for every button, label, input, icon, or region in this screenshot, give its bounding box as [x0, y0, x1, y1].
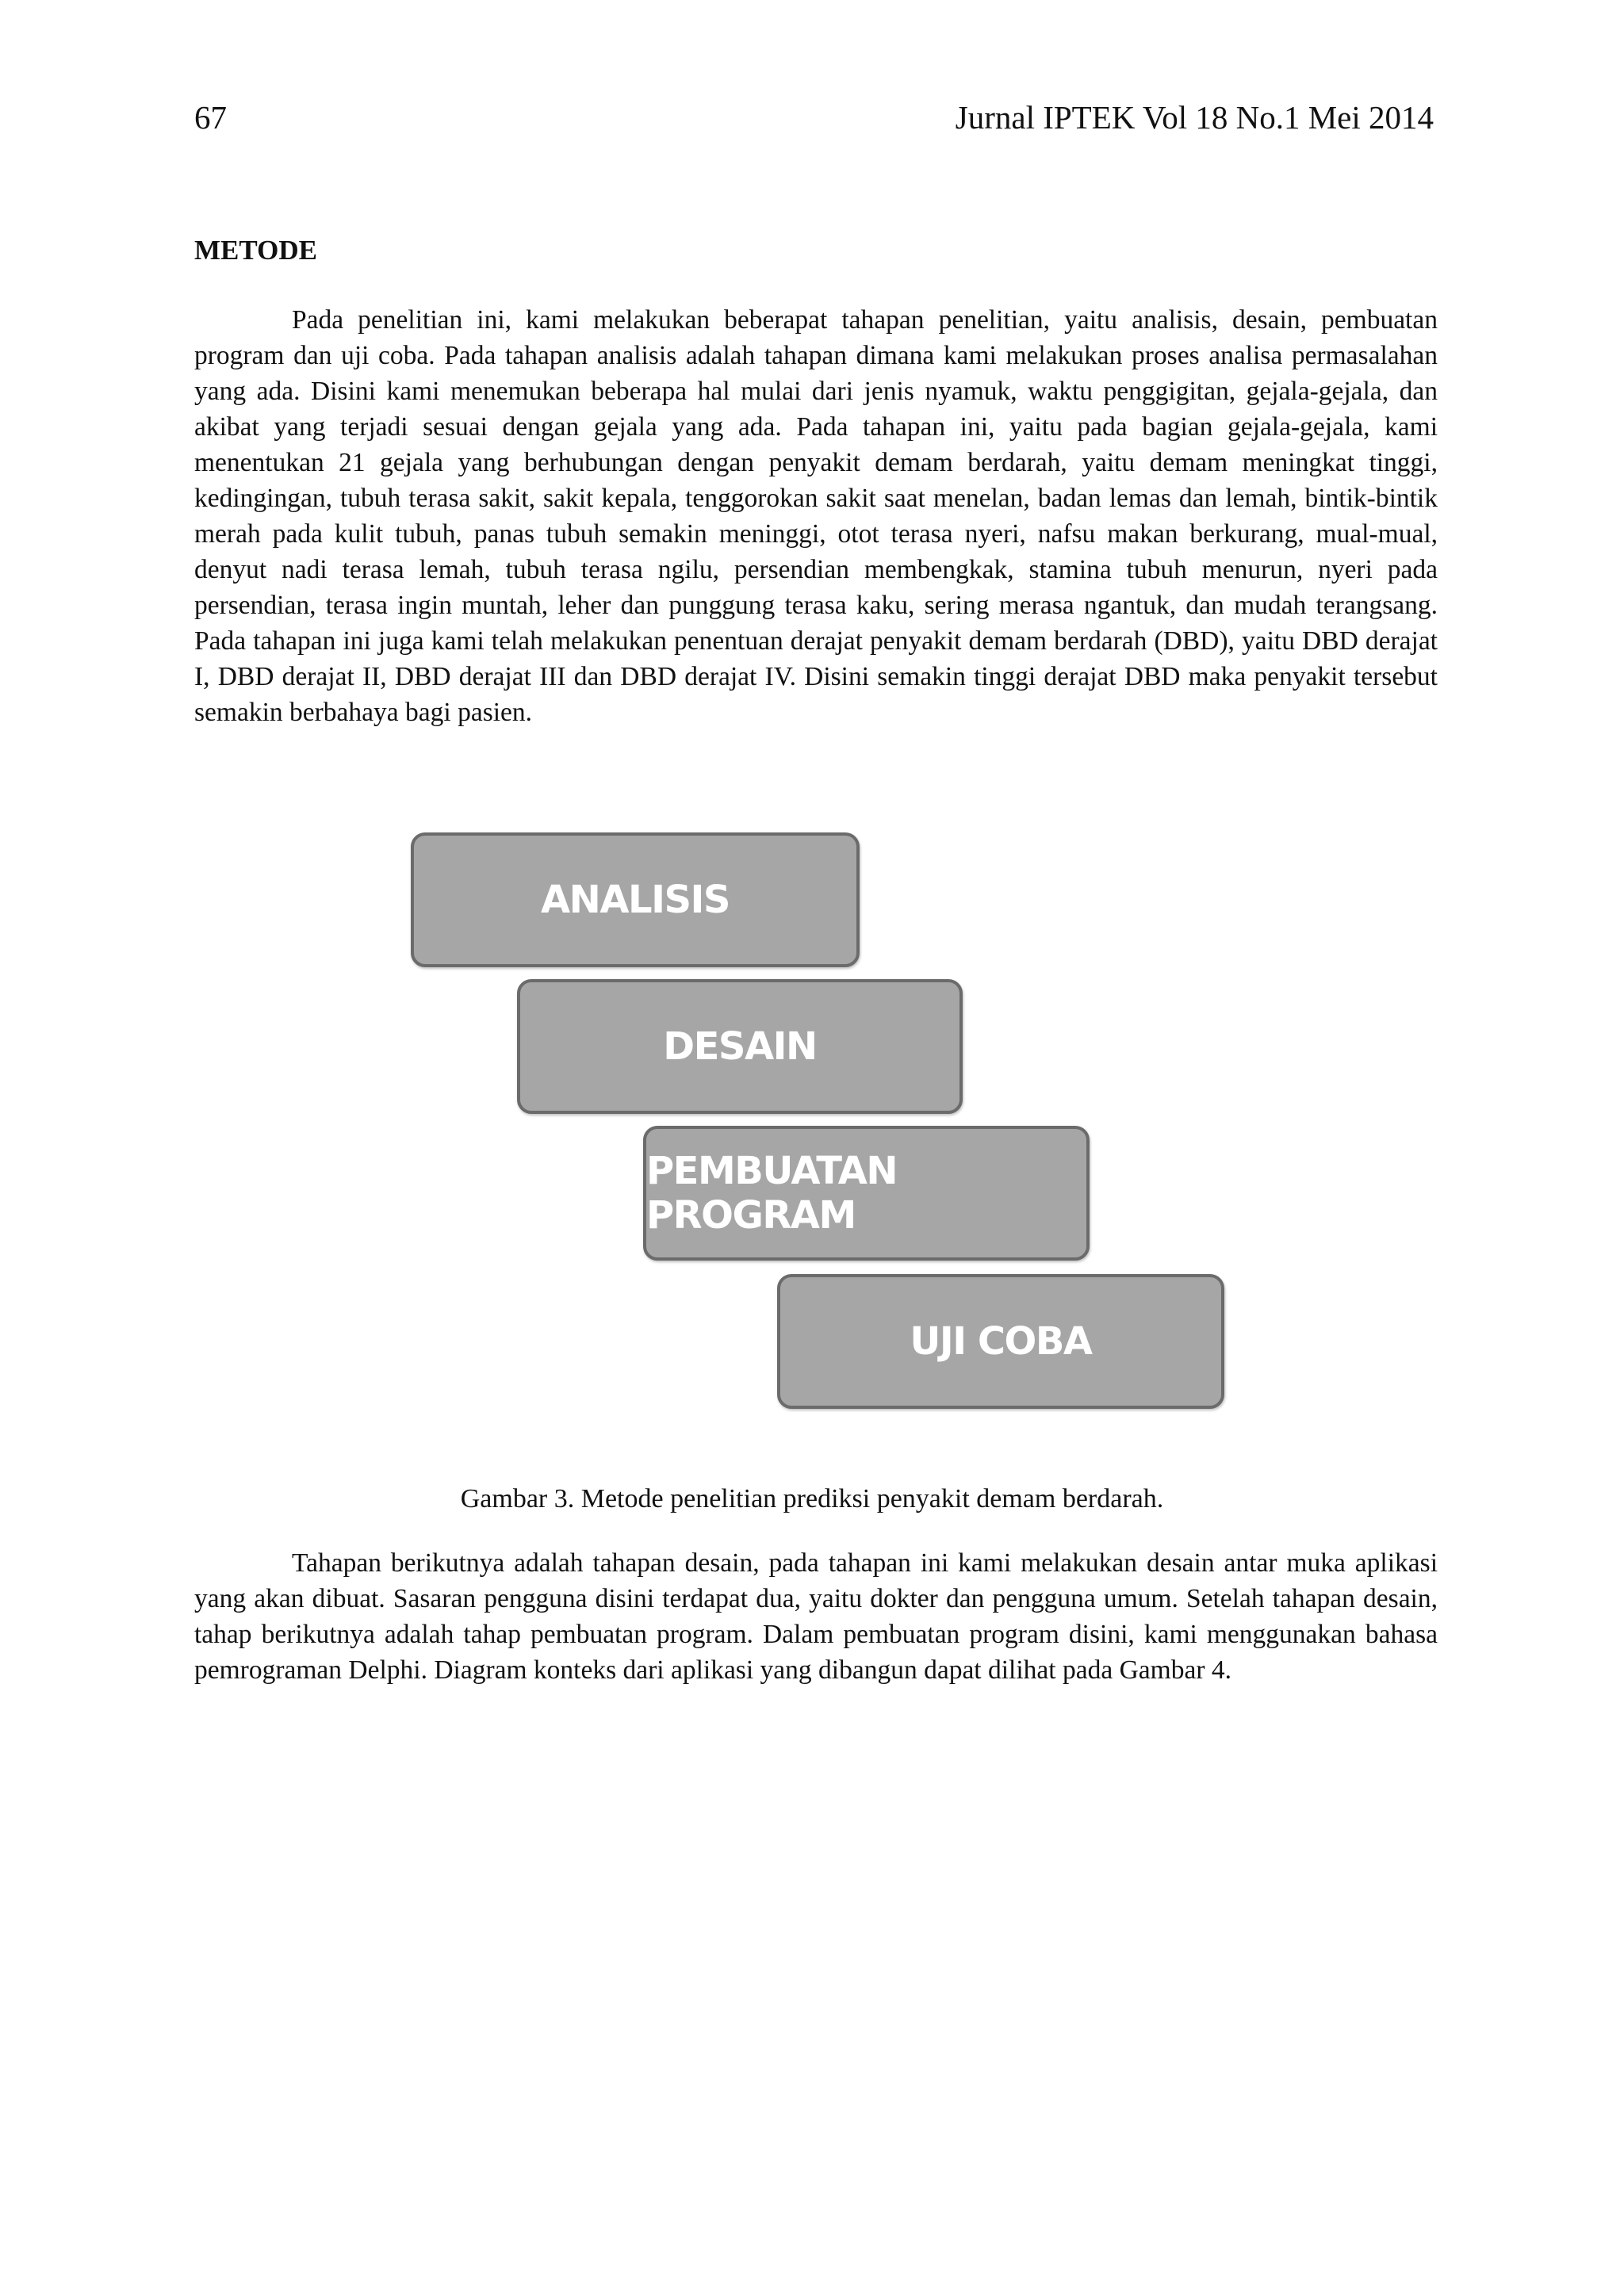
step-label: UJI COBA [910, 1319, 1092, 1364]
figure-caption: Gambar 3. Metode penelitian prediksi penyakit demam berdarah. [460, 1484, 1164, 1513]
step-label: DESAIN [663, 1024, 817, 1069]
step-label: ANALISIS [541, 878, 730, 922]
step-label: PEMBUATAN PROGRAM [646, 1149, 898, 1238]
step-box-pembuatan-program [643, 1126, 1090, 1261]
step-box-uji-coba [777, 1274, 1224, 1409]
step-box-desain [517, 979, 963, 1114]
body-paragraph-1: Pada penelitian ini, kami melakukan beberapat tahapan penelitian, yaitu analisis, desain, pembuatan program dan uji coba. Pada tahapan analisis adalah tahapan dimana kami melakukan proses analisa permasalahan yang ada. Disini kami menemukan beberapa hal mulai dari jenis nyamuk, waktu penggigitan, gejala-gejala, dan akibat yang terjadi sesuai dengan gejala yang ada. Pada tahapan ini, yaitu pada bagian gejala-gejala, kami menentukan 21 gejala yang berhubungan dengan penyakit demam berdarah, yaitu demam meningkat tinggi, kedingingan, tubuh terasa sakit, sakit kepala, tenggorokan sakit saat menelan, badan lemas dan lemah, bintik-bintik merah pada kulit tubuh, panas tubuh semakin meninggi, otot terasa nyeri, nafsu makan berkurang, mual-mual, denyut nadi terasa lemah, tubuh terasa ngilu, persendian membengkak, stamina tubuh menurun, nyeri pada persendian, terasa ingin muntah, leher dan punggung terasa kaku, sering merasa ngantuk, dan mudah terangsang. Pada tahapan ini juga kami telah melakukan penentuan derajat penyakit demam berdarah (DBD), yaitu DBD derajat I, DBD derajat II, DBD derajat III dan DBD derajat IV. Disini semakin tinggi derajat DBD maka penyakit tersebut semakin berbahaya bagi pasien. [194, 305, 1438, 727]
body-paragraph-2: Tahapan berikutnya adalah tahapan desain, pada tahapan ini kami melakukan desain antar muka aplikasi yang akan dibuat. Sasaran pengguna disini terdapat dua, yaitu dokter dan pengguna umum. Setelah tahapan desain, tahap berikutnya adalah tahap pembuatan program. Dalam pembuatan program disini, kami menggunakan bahasa pemrograman Delphi. Diagram konteks dari aplikasi yang dibangun dapat dilihat pada Gambar 4. [194, 1548, 1438, 1685]
section-title: METODE [194, 235, 317, 266]
step-box-analisis [411, 832, 860, 967]
journal-running-head: Jurnal IPTEK Vol 18 No.1 Mei 2014 [955, 99, 1434, 136]
page-number: 67 [194, 99, 227, 136]
page-header [194, 94, 1434, 141]
